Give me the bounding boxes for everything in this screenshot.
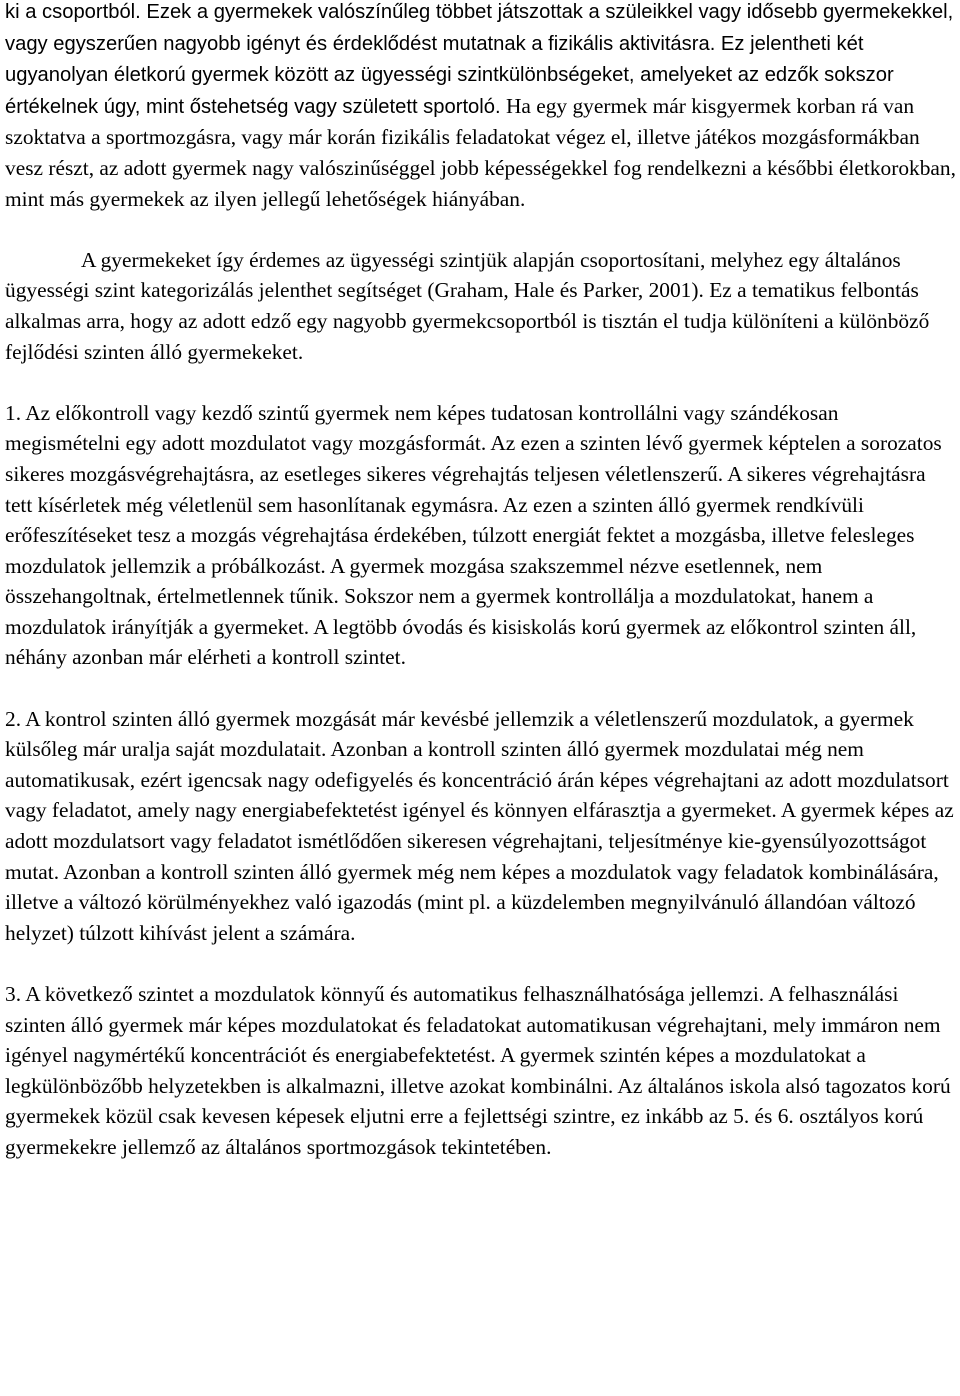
paragraph-spacer <box>5 673 957 704</box>
paragraph-1-sans-text: ki a csoportból. Ezek a gyermekek valószínűleg többet játszottak a szüleikkel vagy idősebb gyermekekkel, vagy egyszerűen nagyobb igényt és érdeklődést mutatnak a fizikális aktivitásra. Ez jelentheti két ugyanolyan életkorú gyermek között az ügyességi szintkülönbségeket, amelyeket az edzők sokszor értékelnek úgy, mint őstehetség vagy született sportoló. <box>5 1 954 118</box>
body-paragraph-2: A gyermekeket így érdemes az ügyességi szintjük alapján csoportosítani, melyhez egy általános ügyességi szint kategorizálás jelenthet segítséget (Graham, Hale és Parker, 2001). Ez a tematikus felbontás alkalmas arra, hogy az adott edző egy nagyobb gyermekcsoportból is tisztán el tudja különíteni a különböző fejlődési szinten álló gyermekeket. <box>5 247 930 364</box>
level-2-description: 2. A kontrol szinten álló gyermek mozgását már kevésbé jellemzik a véletlenszerű mozdulatok, a gyermek külsőleg már uralja saját mozdulatait. Azonban a kontroll szinten álló gyermek mozdulatai még nem automatikusak, ezért igencsak nagy odefigyelés és koncentráció árán képes végrehajtani az adott mozdulatsort vagy feladatot, amely nagy energiabefektetést igényel és könnyen elfárasztja a gyermeket. A gyermek képes az adott mozdulatsort vagy feladatot ismétlődően sikeresen végrehajtani, teljesítménye kie-gyensúlyozottságot mutat. Azonban a kontroll szinten álló gyermek még nem képes a mozdulatok vagy feladatok kombinálására, illetve a változó körülményekhez való igazodás (mint pl. a küzdelemben megnyilvánuló állandóan változó helyzet) túlzott kihívást jelent a számára. <box>5 706 954 945</box>
level-1-description: 1. Az előkontroll vagy kezdő szintű gyermek nem képes tudatosan kontrollálni vagy szándékosan megismételni egy adott mozdulatot vagy mozgásformát. Az ezen a szinten lévő gyermek képtelen a sorozatos sikeres mozgásvégrehajtásra, az esetleges sikeres végrehajtás teljesen véletlenszerű. A sikeres végrehajtásra tett kísérletek még véletlenül sem hasonlítanak egymásra. Az ezen a szinten álló gyermek rendkívüli erőfeszítéseket tesz a mozgás végrehajtása érdekében, túlzott energiát fektet a mozgásba, illetve felesleges mozdulatok jellemzik a próbálkozást. A gyermek mozgása szakszemmel nézve esetlennek, nem összehangoltnak, értelmetlennek tűnik. Sokszor nem a gyermek kontrollálja a mozdulatokat, hanem a mozdulatok irányítják a gyermeket. A legtöbb óvodás és kisiskolás korú gyermek az előkontrol szinten áll, néhány azonban már elérheti a kontroll szintet. <box>5 400 942 670</box>
paragraph-spacer <box>5 214 957 245</box>
paragraph-spacer <box>5 367 957 398</box>
paragraph-1-serif-text: Ha egy gyermek már kisgyermek korban rá van szoktatva a sportmozgásra, vagy már korán fizikális feladatokat végez el, illetve játékos mozgásformákban vesz részt, az adott gyermek nagy valószinűséggel jobb képességekkel fog rendelkezni a későbbi életkorokban, mint más gyermekek az ilyen jellegű lehetőségek hiányában. <box>5 93 956 211</box>
body-paragraph-1 <box>5 0 957 214</box>
document-page <box>5 0 957 1163</box>
paragraph-spacer <box>5 948 957 979</box>
level-3-description: 3. A következő szintet a mozdulatok könnyű és automatikus felhasználhatósága jellemzi. A felhasználási szinten álló gyermek már képes mozdulatokat és feladatokat automatikusan végrehajtani, mely immáron nem igényel nagymértékű koncentrációt és energiabefektetést. A gyermek szintén képes a mozdulatokat a legkülönbözőbb helyzetekben is alkalmazni, illetve azokat kombinálni. Az általános iskola alsó tagozatos korú gyermekek közül csak kevesen képesek eljutni erre a fejlettségi szintre, ez inkább az 5. és 6. osztályos korú gyermekekre jellemző az általános sportmozgások tekintetében. <box>5 982 951 1159</box>
